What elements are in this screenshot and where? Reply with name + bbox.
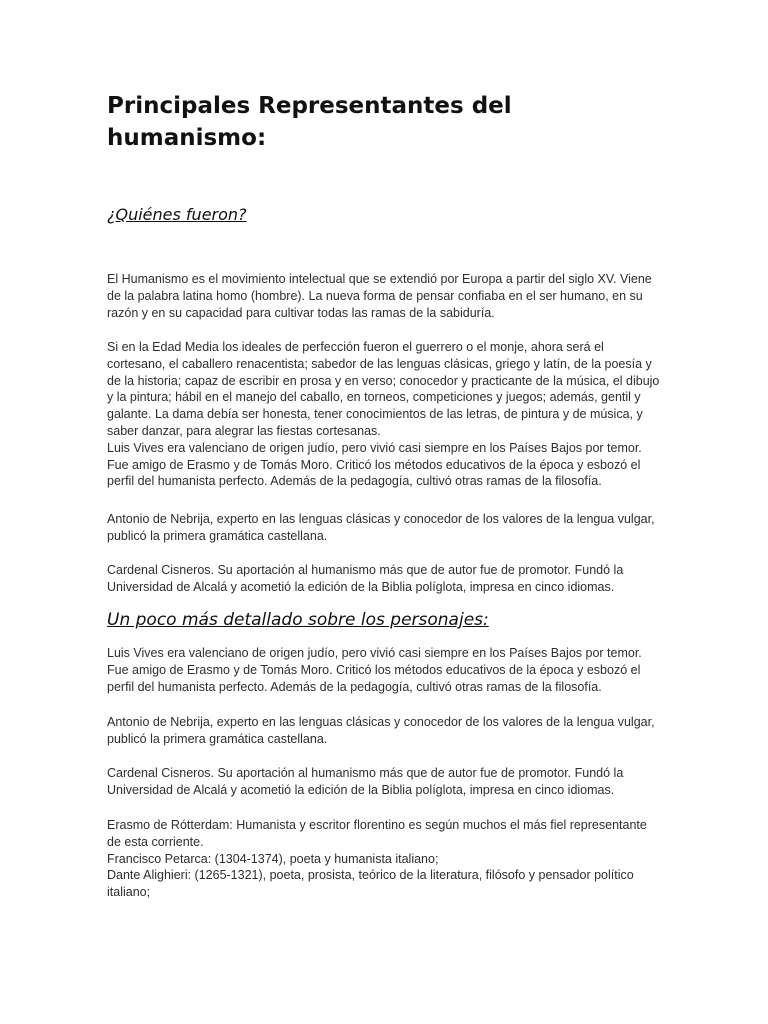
text-line: Cardenal Cisneros. Su aportación al humanismo más que de autor fue de promotor. Fundó la [107, 563, 624, 577]
text-line: de la historia; capaz de escribir en prosa y en verso; conocedor y practicante de la música, el dibujo [107, 373, 660, 388]
text-line: Universidad de Alcalá y acometió la edición de la Biblia políglota, impresa en cinco idiomas. [107, 579, 615, 594]
text-line: Si en la Edad Media los ideales de perfección fueron el guerrero o el monje, ahora será el [107, 340, 604, 354]
text-line: galante. La dama debía ser honesta, tener conocimientos de las letras, de pintura y de música, y [107, 407, 643, 422]
section-heading-quienes-fueron: ¿Quiénes fueron? [107, 205, 247, 224]
text-line: Antonio de Nebrija, experto en las lenguas clásicas y conocedor de los valores de la lengua vulgar, [107, 715, 655, 729]
text-line: publicó la primera gramática castellana. [107, 528, 328, 543]
text-line: y la pintura; hábil en el manejo del caballo, en torneos, competiciones y juegos; además, gentil y [107, 390, 641, 405]
text-line: perfil del humanista perfecto. Además de la pedagogía, cultivó otras ramas de la filosofía. [107, 474, 602, 489]
text-line: Luis Vives era valenciano de origen judío, pero vivió casi siempre en los Países Bajos por temor. [107, 646, 642, 660]
text-line: razón y en su capacidad para cultivar todas las ramas de la sabiduría. [107, 305, 495, 320]
text-line: Cardenal Cisneros. Su aportación al humanismo más que de autor fue de promotor. Fundó la [107, 766, 624, 780]
section-heading-personajes: Un poco más detallado sobre los personajes: [107, 610, 489, 630]
text-line: El Humanismo es el movimiento intelectual que se extendió por Europa a partir del siglo XV. Viene [107, 272, 652, 286]
text-line: saber danzar, para alegrar las fiestas cortesanas. [107, 423, 381, 438]
text-line: perfil del humanista perfecto. Además de la pedagogía, cultivó otras ramas de la filosofía. [107, 679, 602, 694]
paragraph-cisneros-detalle [107, 765, 667, 799]
paragraph-nebrija-detalle [107, 714, 667, 748]
text-line: publicó la primera gramática castellana. [107, 731, 328, 746]
page-title [107, 90, 667, 154]
text-line: Fue amigo de Erasmo y de Tomás Moro. Criticó los métodos educativos de la época y esbozó el [107, 662, 641, 677]
title-line-1: Principales Representantes del [107, 93, 512, 119]
text-line: cortesano, el caballero renacentista; sabedor de las lenguas clásicas, griego y latín, de la poesía y [107, 356, 652, 371]
paragraph-vives-detalle [107, 645, 667, 695]
text-line: Antonio de Nebrija, experto en las lenguas clásicas y conocedor de los valores de la lengua vulgar, [107, 512, 655, 526]
title-line-2: humanismo: [107, 125, 267, 151]
text-line: Luis Vives era valenciano de origen judío, pero vivió casi siempre en los Países Bajos por temor. [107, 440, 642, 455]
text-line: de la palabra latina homo (hombre). La nueva forma de pensar confiaba en el ser humano, en su [107, 288, 643, 303]
paragraph-otros-personajes [107, 817, 667, 901]
text-line: Dante Alighieri: (1265-1321), poeta, prosista, teórico de la literatura, filósofo y pensador político [107, 868, 634, 883]
text-line: Erasmo de Rótterdam: Humanista y escritor florentino es según muchos el más fiel representante [107, 818, 647, 832]
text-line: Universidad de Alcalá y acometió la edición de la Biblia políglota, impresa en cinco idiomas. [107, 782, 615, 797]
paragraph-cisneros [107, 562, 667, 596]
text-line: Fue amigo de Erasmo y de Tomás Moro. Criticó los métodos educativos de la época y esbozó el [107, 457, 641, 472]
text-line: italiano; [107, 885, 151, 900]
text-line: de esta corriente. [107, 834, 204, 849]
paragraph-nebrija [107, 511, 667, 545]
text-line: Francisco Petarca: (1304-1374), poeta y humanista italiano; [107, 851, 439, 866]
paragraph-humanismo-intro [107, 271, 667, 321]
paragraph-ideales-cortesano [107, 339, 667, 490]
